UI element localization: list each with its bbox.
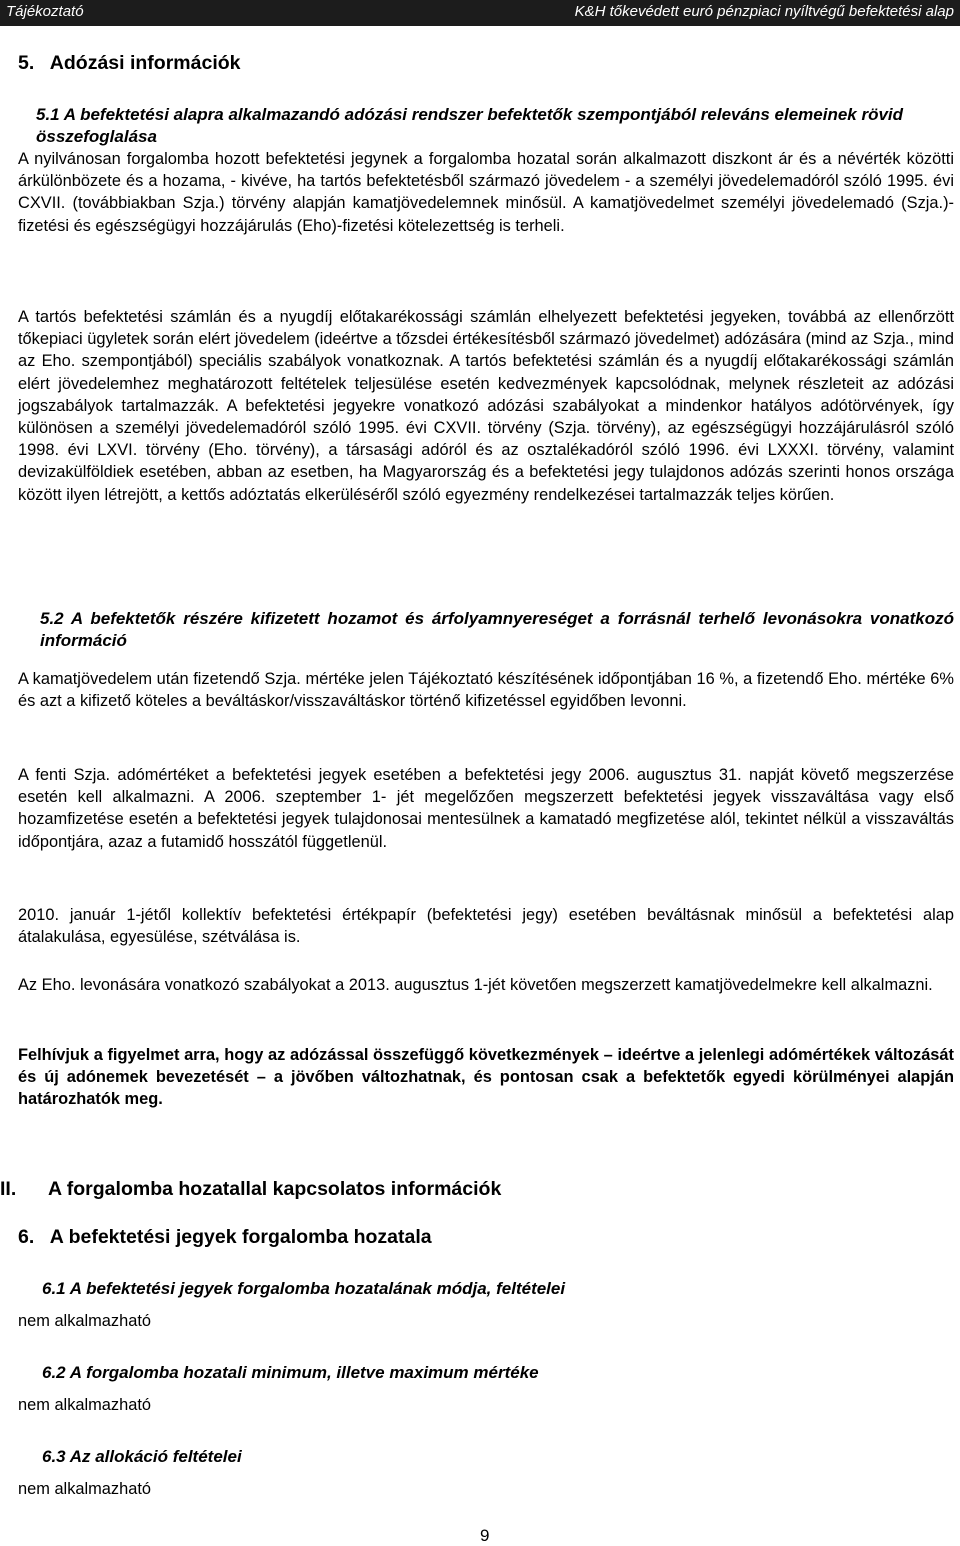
- paragraph-2010-rule: 2010. január 1-jétől kollektív befektetési értékpapír (befektetési jegy) esetében beváltásnak minősül a befektetési alap átalakulása, egyesülése, szétválása is.: [18, 906, 954, 947]
- section-ii-heading: A forgalomba hozatallal kapcsolatos információk: [48, 1178, 502, 1200]
- section-5-heading: 5. Adózási információk: [18, 52, 241, 74]
- paragraph-acquisition-rule: A fenti Szja. adómértéket a befektetési jegyek esetében a befektetési jegy 2006. augusztus 31. napját követő megszerzése esetén kell alkalmazni. A 2006. szeptember 1- jét megelőzően megszerzett befektetési jegyek visszaváltása vagy első hozamfizetése esetén a befektetési jegyek tulajdonosai mentesülnek a kamatadó megfizetése alól, tekintet nélkül a visszaváltás időpontjára, azaz a futamidő hosszától függetlenül.: [18, 766, 954, 851]
- header-right-title: K&H tőkevédett euró pénzpiaci nyíltvégű befektetési alap: [574, 3, 954, 20]
- paragraph-tax-notice: Felhívjuk a figyelmet arra, hogy az adózással összefüggő következmények – ideértve a jelenlegi adómértékek változását és új adónemek bevezetését – a jövőben változhatnak, és pontosan csak a befektetők egyedi körülményei alapján határozhatók meg.: [18, 1046, 954, 1109]
- section-6-1-body: nem alkalmazható: [18, 1312, 152, 1330]
- section-6-heading: 6. A befektetési jegyek forgalomba hozatala: [18, 1226, 432, 1248]
- section-6-3-body: nem alkalmazható: [18, 1480, 152, 1498]
- header-left-title: Tájékoztató: [6, 3, 84, 20]
- section-5-2-heading: 5.2 A befektetők részére kifizetett hozamot és árfolyamnyereséget a forrásnál terhelő levonásokra vonatkozó információ: [40, 609, 954, 650]
- page-number: 9: [480, 1526, 490, 1545]
- section-5-1-heading: 5.1 A befektetési alapra alkalmazandó adózási rendszer befektetők szempontjából releváns elemeinek rövid összefoglalása: [36, 105, 904, 146]
- section-6-2-heading: 6.2 A forgalomba hozatali minimum, illetve maximum mértéke: [42, 1363, 539, 1382]
- page-header: [0, 0, 960, 26]
- section-6-2-body: nem alkalmazható: [18, 1396, 152, 1414]
- paragraph-tax-interest: A nyilvánosan forgalomba hozott befektetési jegynek a forgalomba hozatal során alkalmazott diszkont ár és a névérték közötti árkülönbözete és a hozama, - kivéve, ha tartós befektetésből származó jövedelem - a személyi jövedelemadóról szóló 1995. évi CXVII. (továbbiakban Szja.) törvény alapján kamatjövedelemnek minősül. A kamatjövedelmet személyi jövedelemadó (Szja.)-fizetési és egészségügyi hozzájárulás (Eho)-fizetési kötelezettség is terheli.: [18, 150, 954, 235]
- paragraph-tax-rate: A kamatjövedelem után fizetendő Szja. mértéke jelen Tájékoztató készítésének időpontjában 16 %, a fizetendő Eho. mértéke 6% és azt a kifizető köteles a beváltáskor/visszaváltáskor történő kifizetéssel egyidőben levonni.: [18, 670, 954, 711]
- paragraph-long-term-account: A tartós befektetési számlán és a nyugdíj előtakarékossági számlán elhelyezett befektetési jegyeken, továbbá az ellenőrzött tőkepiaci ügyletek során elért jövedelem (ideértve a tőzsdei értékesítésből származó jövedelmet) adózására (mind az Szja., mind az Eho. szempontjából) speciális szabályok vonatkoznak. A tartós befektetési számlán és a nyugdíj előtakarékossági számlán elért jövedelemhez meghatározott feltételek teljesülése esetén kedvezmények kapcsolódnak, melynek részleteit az adózási jogszabályok tartalmazzák. A befektetési jegyekre vonatkozó adózási szabályokat a mindenkor hatályos adótörvények, így különösen a személyi jövedelemadóról szóló 1995. évi CXVII. törvény (Szja. törvény), az egészségügyi hozzájárulásról szóló 1998. évi LXVI. törvény (Eho. törvény), a társasági adóról és az osztalékadóról szóló 1996. évi LXXXI. törvény, valamint devizakülföldiek esetében, abban az esetben, ha Magyarország és a befektetési jegy tulajdonos adózás szerinti honos országa között ilyen létrejött, a kettős adóztatás elkerüléséről szóló egyezmény rendelkezései tartalmazzák teljes körűen.: [18, 308, 954, 504]
- paragraph-eho-rule: Az Eho. levonására vonatkozó szabályokat a 2013. augusztus 1-jét követően megszerzett kamatjövedelmekre kell alkalmazni.: [18, 976, 933, 994]
- section-ii-numeral: II.: [0, 1178, 17, 1200]
- section-6-1-heading: 6.1 A befektetési jegyek forgalomba hozatalának módja, feltételei: [42, 1279, 566, 1298]
- section-6-3-heading: 6.3 Az allokáció feltételei: [42, 1447, 242, 1466]
